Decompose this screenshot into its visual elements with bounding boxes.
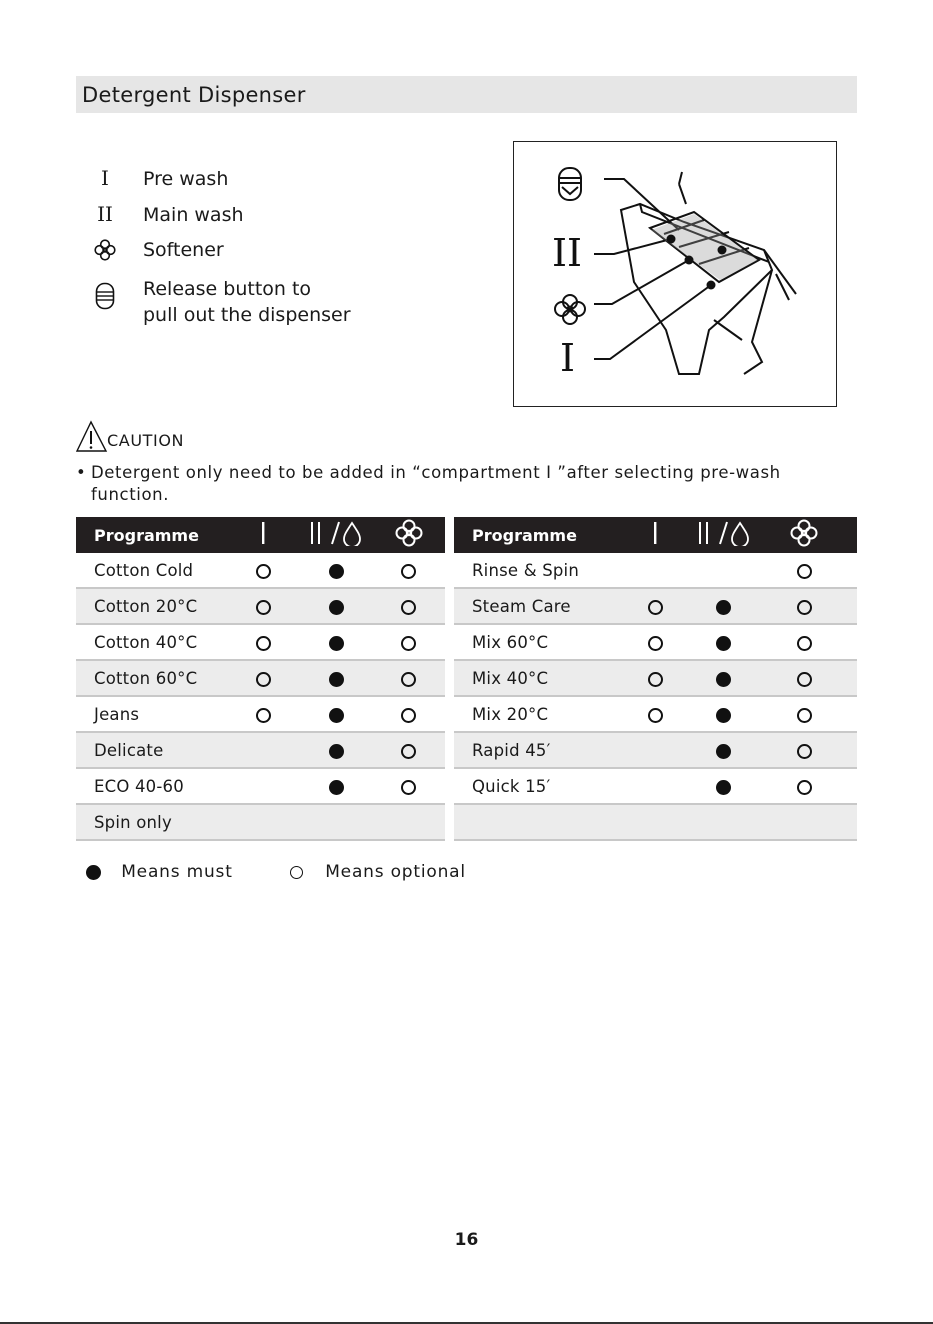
filled-circle-icon — [716, 600, 731, 615]
programme-name: Delicate — [76, 732, 226, 768]
caution-text: Detergent only need to be added in “compartment I ”after selecting pre-wash function. — [91, 463, 781, 504]
empty-circle-icon — [256, 708, 271, 723]
legend-label-pre-wash: Pre wash — [143, 168, 229, 190]
header-programme: Programme — [454, 517, 614, 553]
header-main-wash-liquid-icon — [300, 517, 372, 553]
cell-pre — [614, 768, 696, 804]
empty-circle-icon — [401, 780, 416, 795]
cell-soft — [751, 660, 857, 696]
warning-triangle-icon — [76, 420, 108, 454]
dispenser-diagram — [513, 141, 837, 407]
cell-soft — [751, 588, 857, 624]
cell-soft — [751, 804, 857, 840]
empty-circle-icon — [797, 600, 812, 615]
header-pre-wash-icon — [226, 517, 300, 553]
header-programme: Programme — [76, 517, 226, 553]
empty-circle-icon — [256, 672, 271, 687]
table-row — [454, 588, 857, 624]
cell-soft — [372, 696, 445, 732]
empty-circle-icon — [401, 636, 416, 651]
programme-name: Cotton 40°C — [76, 624, 226, 660]
caution-bullet: • — [76, 463, 87, 482]
key-must-label: Means must — [121, 862, 233, 882]
cell-main — [300, 732, 372, 768]
programme-name: Quick 15′ — [454, 768, 614, 804]
programme-name: Cotton Cold — [76, 553, 226, 588]
empty-circle-icon — [401, 708, 416, 723]
programme-name: Mix 40°C — [454, 660, 614, 696]
table-row — [76, 804, 445, 840]
flower-softener-icon — [92, 239, 118, 265]
cell-pre — [226, 553, 300, 588]
legend-label-main-wash: Main wash — [143, 204, 244, 226]
section-title: Detergent Dispenser — [82, 83, 306, 107]
legend-label-release-line1: Release button to — [143, 278, 312, 300]
diagram-label-pre: I — [560, 336, 576, 380]
cell-soft — [372, 588, 445, 624]
empty-circle-icon — [797, 744, 812, 759]
cell-pre — [614, 588, 696, 624]
cell-pre — [226, 732, 300, 768]
empty-circle-icon — [401, 564, 416, 579]
cell-soft — [372, 804, 445, 840]
cell-pre — [226, 588, 300, 624]
table-row — [454, 624, 857, 660]
filled-circle-icon — [329, 636, 344, 651]
cell-pre — [614, 660, 696, 696]
empty-circle-icon — [648, 708, 663, 723]
programme-name: ECO 40-60 — [76, 768, 226, 804]
cell-soft — [751, 768, 857, 804]
table-row — [454, 660, 857, 696]
filled-circle-icon — [716, 708, 731, 723]
cell-main — [300, 588, 372, 624]
filled-circle-icon — [329, 564, 344, 579]
legend-label-softener: Softener — [143, 239, 224, 261]
empty-circle-icon — [797, 672, 812, 687]
caution-title: CAUTION — [107, 431, 185, 450]
programme-name: Rapid 45′ — [454, 732, 614, 768]
cell-main — [696, 624, 751, 660]
cell-soft — [751, 732, 857, 768]
diagram-label-main: II — [552, 231, 583, 275]
empty-circle-icon — [401, 744, 416, 759]
cell-pre — [226, 804, 300, 840]
dispenser-illustration — [514, 142, 836, 406]
legend-label-release-line2: pull out the dispenser — [143, 304, 351, 326]
header-pre-wash-icon — [614, 517, 696, 553]
programme-name: Cotton 20°C — [76, 588, 226, 624]
cell-main — [696, 768, 751, 804]
cell-soft — [372, 624, 445, 660]
cell-main — [300, 768, 372, 804]
table-row — [454, 696, 857, 732]
filled-circle-icon — [329, 744, 344, 759]
cell-main — [300, 804, 372, 840]
table-header-row — [454, 517, 857, 553]
cell-main — [696, 696, 751, 732]
empty-circle-icon — [648, 672, 663, 687]
cell-soft — [372, 660, 445, 696]
cell-main — [300, 660, 372, 696]
table-row — [454, 732, 857, 768]
cell-main — [300, 624, 372, 660]
filled-circle-icon — [716, 780, 731, 795]
table-row — [454, 553, 857, 588]
filled-circle-icon — [329, 708, 344, 723]
empty-circle-icon — [256, 564, 271, 579]
table-row — [76, 588, 445, 624]
filled-circle-icon — [716, 744, 731, 759]
empty-circle-icon — [797, 564, 812, 579]
programme-table-left — [76, 517, 445, 841]
programme-table-right — [454, 517, 857, 841]
roman-two-icon: II — [97, 202, 113, 226]
cell-main — [696, 588, 751, 624]
cell-soft — [372, 768, 445, 804]
empty-circle-icon — [401, 600, 416, 615]
empty-circle-icon — [401, 672, 416, 687]
cell-pre — [614, 732, 696, 768]
table-row — [76, 696, 445, 732]
cell-pre — [614, 804, 696, 840]
table-row — [76, 624, 445, 660]
page-number: 16 — [454, 1230, 479, 1250]
cell-main — [300, 696, 372, 732]
header-softener-icon — [372, 517, 445, 553]
filled-circle-icon — [329, 600, 344, 615]
filled-circle-icon — [716, 672, 731, 687]
table-header-row — [76, 517, 445, 553]
programme-name: Spin only — [76, 804, 226, 840]
key-optional — [290, 862, 466, 882]
empty-circle-icon — [648, 636, 663, 651]
cell-main — [300, 553, 372, 588]
programme-name: Rinse & Spin — [454, 553, 614, 588]
header-softener-icon — [751, 517, 857, 553]
cell-main — [696, 660, 751, 696]
empty-circle-icon — [290, 866, 303, 879]
empty-circle-icon — [256, 600, 271, 615]
cell-soft — [372, 553, 445, 588]
cell-pre — [614, 553, 696, 588]
empty-circle-icon — [256, 636, 271, 651]
cell-pre — [614, 624, 696, 660]
cell-soft — [372, 732, 445, 768]
programme-name — [454, 804, 614, 840]
programme-name: Cotton 60°C — [76, 660, 226, 696]
table-row — [76, 553, 445, 588]
header-main-wash-liquid-icon — [696, 517, 751, 553]
cell-pre — [226, 660, 300, 696]
cell-pre — [226, 696, 300, 732]
cell-main — [696, 732, 751, 768]
key-optional-label: Means optional — [325, 862, 466, 882]
caution-heading — [76, 420, 185, 454]
filled-circle-icon — [329, 780, 344, 795]
roman-one-icon: I — [101, 166, 109, 190]
programme-name: Steam Care — [454, 588, 614, 624]
empty-circle-icon — [797, 708, 812, 723]
filled-circle-icon — [86, 865, 101, 880]
cell-main — [696, 804, 751, 840]
table-row — [76, 732, 445, 768]
cell-main — [696, 553, 751, 588]
programme-name: Jeans — [76, 696, 226, 732]
programme-name: Mix 60°C — [454, 624, 614, 660]
table-row — [454, 768, 857, 804]
section-header — [76, 76, 857, 113]
cell-soft — [751, 696, 857, 732]
cell-soft — [751, 553, 857, 588]
cell-pre — [226, 768, 300, 804]
cell-pre — [614, 696, 696, 732]
empty-circle-icon — [797, 636, 812, 651]
key-must — [86, 862, 233, 882]
empty-circle-icon — [797, 780, 812, 795]
table-row — [76, 768, 445, 804]
cell-soft — [751, 624, 857, 660]
release-button-icon — [92, 282, 118, 314]
filled-circle-icon — [329, 672, 344, 687]
filled-circle-icon — [716, 636, 731, 651]
table-row — [454, 804, 857, 840]
programme-name: Mix 20°C — [454, 696, 614, 732]
cell-pre — [226, 624, 300, 660]
table-row — [76, 660, 445, 696]
empty-circle-icon — [648, 600, 663, 615]
